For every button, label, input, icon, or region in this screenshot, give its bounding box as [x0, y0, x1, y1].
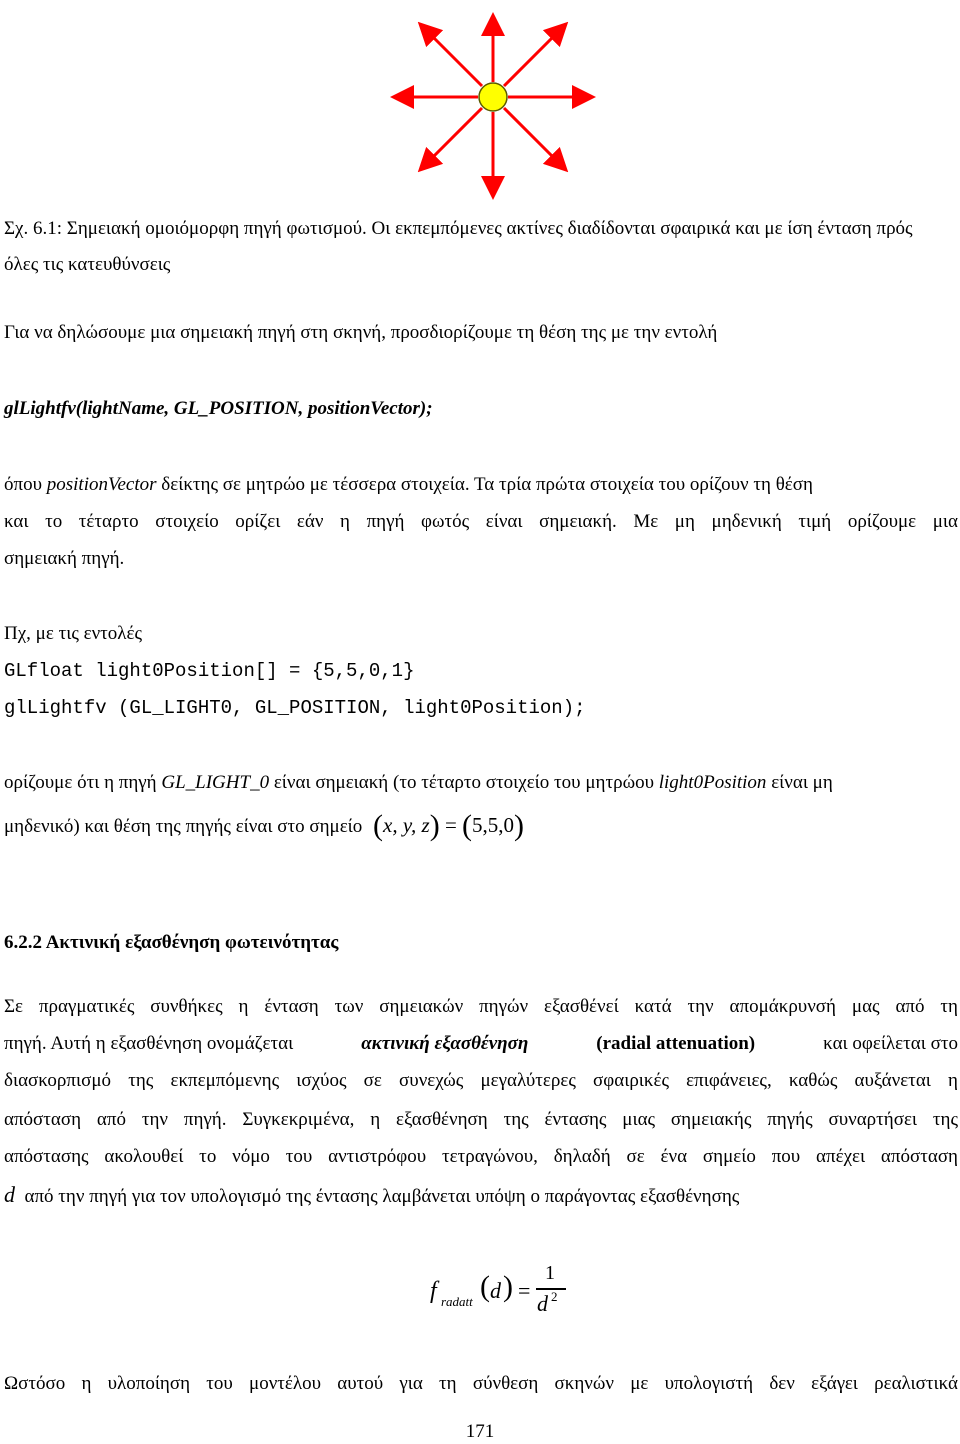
paragraph-position-vector-line-1: όπου positionVector δείκτης σε μητρώο με τέσσερα στοιχεία. Τα τρία πρώτα στοιχεία του ορίζουν τη θέση [4, 474, 813, 495]
ray-down-right [504, 108, 564, 168]
figure-caption-line-2: όλες τις κατευθύνσεις [4, 254, 171, 275]
point-light-source-icon [479, 83, 507, 111]
ray-down-left [422, 108, 482, 168]
section-heading: 6.2.2 Ακτινική εξασθένηση φωτεινότητας [4, 932, 339, 953]
paragraph-example-line-1: ορίζουμε ότι η πηγή GL_LIGHT_0 είναι σημειακή (το τέταρτο στοιχείο του μητρώου light0Position είναι μη [4, 772, 833, 793]
command-signature: glLightfv(lightName, GL_POSITION, positionVector); [4, 398, 433, 419]
paragraph-example-line-2: μηδενικό) και θέση της πηγής είναι στο σημείο (x, y, z) = (5,5,0) [4, 809, 525, 842]
paragraph-intro: Για να δηλώσουμε μια σημειακή πηγή στη σκηνή, προσδιορίζουμε τη θέση της με την εντολή [4, 322, 718, 343]
paragraph-attenuation-line-2: πηγή. Αυτή η εξασθένηση ονομάζεται ακτινική εξασθένηση (radial attenuation) και οφείλεται στο [4, 1033, 958, 1054]
paragraph-attenuation-line-5: απόστασης ακολουθεί το νόμο του αντιστρόφου τετραγώνου, δηλαδή σε ένα σημείο που απέχει απόσταση [4, 1146, 958, 1167]
paragraph-attenuation-line-4: απόσταση από την πηγή. Συγκεκριμένα, η εξασθένηση της έντασης μιας σημειακής πηγής συναρτήσει της [4, 1109, 958, 1130]
paragraph-attenuation-line-1: Σε πραγματικές συνθήκες η ένταση των σημειακών πηγών εξασθένεί κατά την απομάκρυνσή μας από τη [4, 996, 958, 1017]
paragraph-position-vector-line-2: και το τέταρτο στοιχείο ορίζει εάν η πηγή φωτός είναι σημειακή. Με μη μηδενική τιμή ορίζουμε μια [4, 511, 958, 532]
point-light-figure [378, 0, 608, 210]
paragraph-attenuation-line-6: d από την πηγή για τον υπολογισμό της έντασης λαμβάνεται υπόψη ο παράγοντας εξασθένησης [4, 1182, 740, 1207]
code-line-2: glLightfv (GL_LIGHT0, GL_POSITION, light0Position); [4, 697, 586, 719]
paragraph-position-vector-line-3: σημειακή πηγή. [4, 548, 125, 569]
example-intro: Πχ, με τις εντολές [4, 623, 143, 644]
code-line-1: GLfloat light0Position[] = {5,5,0,1} [4, 660, 415, 682]
figure-caption-line-1: Σχ. 6.1: Σημειακή ομοιόμορφη πηγή φωτισμού. Οι εκπεμπόμενες ακτίνες διαδίδονται σφαιρικά και με ίση ένταση πρός [4, 218, 913, 239]
position-equation: (x, y, z) = (5,5,0) [373, 809, 525, 842]
paragraph-conclusion: Ωστόσο η υλοποίηση του μοντέλου αυτού για τη σύνθεση σκηνών με υπολογιστή δεν εξάγει ρεαλιστικά [4, 1373, 958, 1394]
page-number: 171 [465, 1421, 495, 1442]
ray-up-right [504, 26, 564, 86]
ray-up-left [422, 26, 482, 86]
attenuation-formula: f radatt ( d ) = 1 d 2 [430, 1262, 600, 1324]
paragraph-attenuation-line-3: διασκορπισμό της εκπεμπόμενης ισχύος σε συνεχώς μεγαλύτερες σφαιρικές επιφάνειες, καθώς αυξάνεται η [4, 1070, 958, 1091]
